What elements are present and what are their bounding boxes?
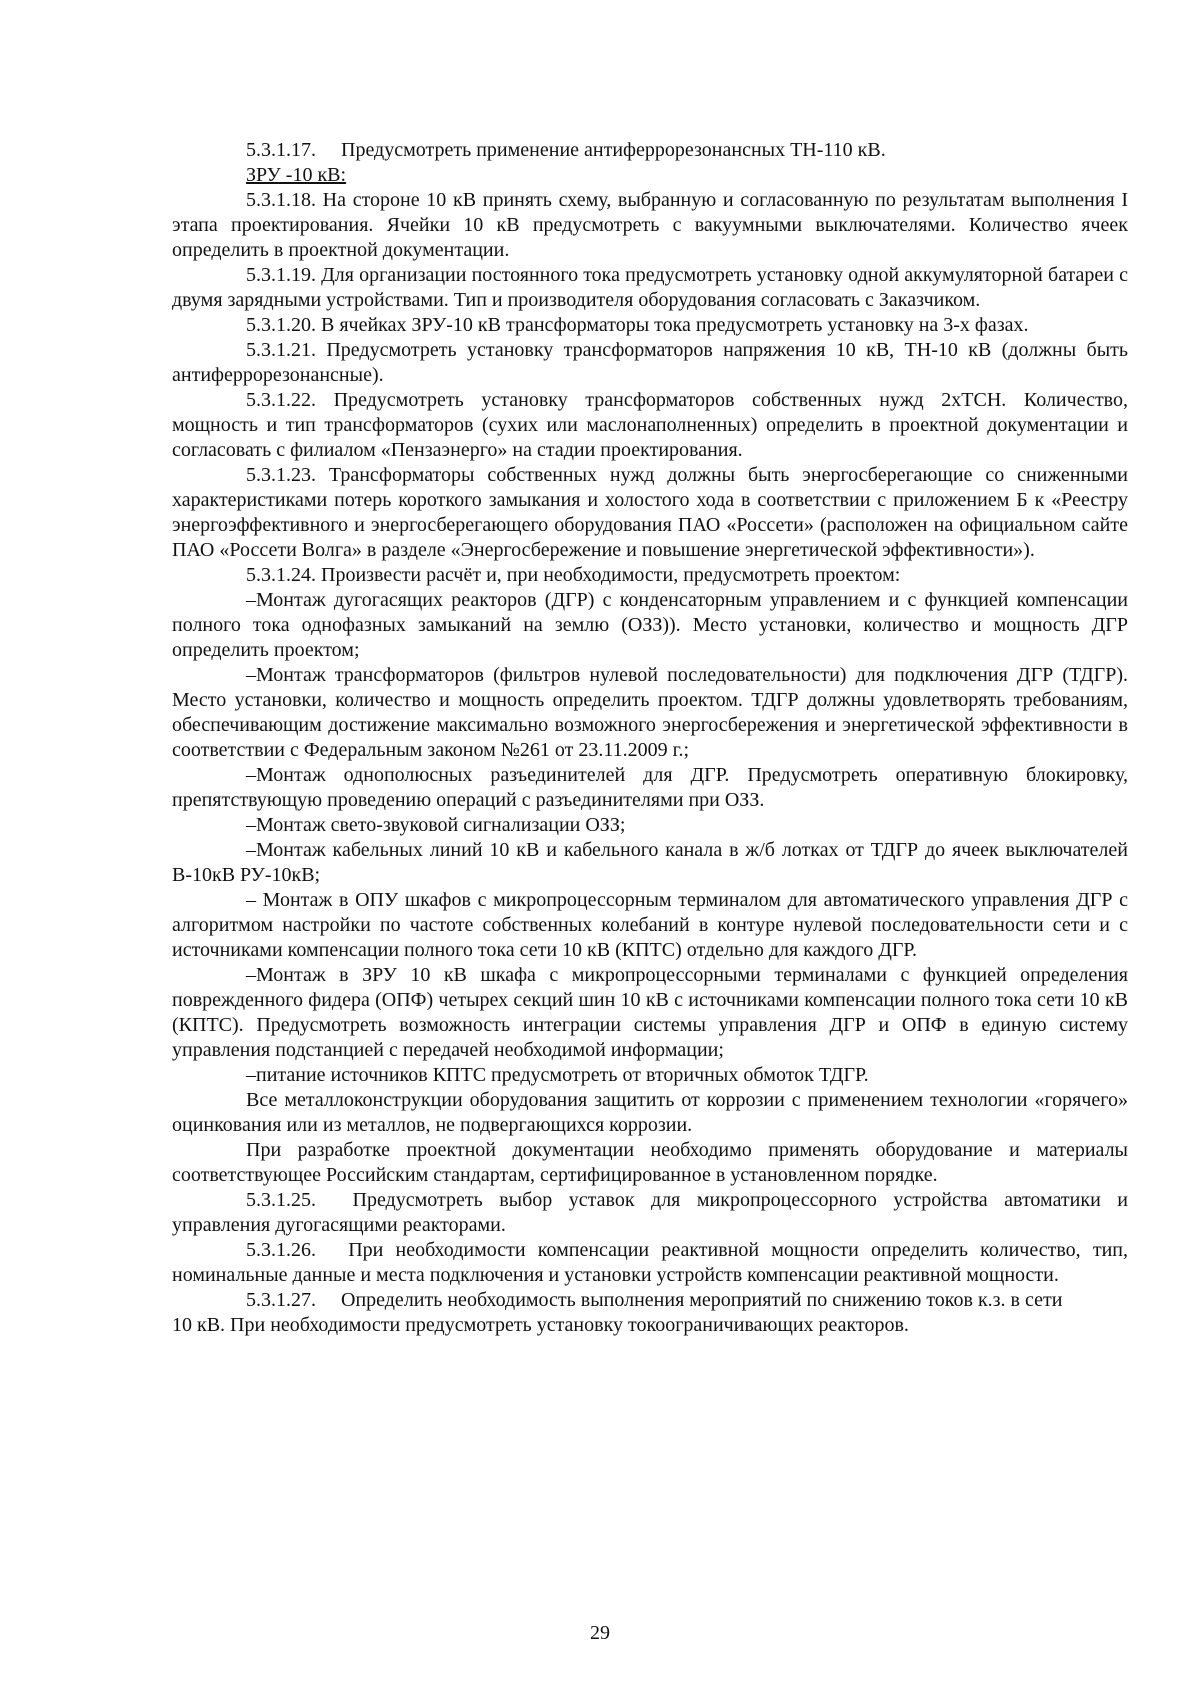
paragraph-5-3-1-18: 5.3.1.18. На стороне 10 кВ принять схему, выбранную и согласованную по результатам выполнения I этапа проектирования. Ячейки 10 кВ предусмотреть с вакуумными выключателями. Количество ячеек определить в проектной документации. bbox=[172, 189, 1128, 261]
paragraph-5-3-1-26: 5.3.1.26. При необходимости компенсации реактивной мощности определить количество, тип, номинальные данные и места подключения и установки устройств компенсации реактивной мощности. bbox=[172, 1239, 1128, 1286]
list-item-tdgr-install: –Монтаж трансформаторов (фильтров нулевой последовательности) для подключения ДГР (ТДГР). Место установки, количество и мощность определить проектом. ТДГР должны удовлетворять требованиям, обеспечивающим достижение максимально возможного энергосбережения и энергетической эффективности в соответствии с Федеральным законом №261 от 23.11.2009 г.; bbox=[172, 664, 1128, 761]
document-page bbox=[172, 138, 1128, 1338]
page-number: 29 bbox=[590, 1622, 610, 1644]
paragraph-5-3-1-22: 5.3.1.22. Предусмотреть установку трансформаторов собственных нужд 2хТСН. Количество, мощность и тип трансформаторов (сухих или маслонаполненных) определить в проектной документации и согласовать с филиалом «Пензаэнерго» на стадии проектирования. bbox=[172, 389, 1128, 461]
list-item-cable-lines: –Монтаж кабельных линий 10 кВ и кабельного канала в ж/б лотках от ТДГР до ячеек выключателей В-10кВ РУ-10кВ; bbox=[172, 839, 1128, 886]
paragraph-5-3-1-17: 5.3.1.17. Предусмотреть применение антиферрорезонансных ТН-110 кВ. bbox=[246, 139, 886, 161]
paragraph-5-3-1-23: 5.3.1.23. Трансформаторы собственных нужд должны быть энергосберегающие со сниженными характеристиками потерь короткого замыкания и холостого хода в соответствии с приложением Б к «Реестру энергоэффективного и энергосберегающего оборудования ПАО «Россети» (расположен на официальном сайте ПАО «Россети Волга» в разделе «Энергосбережение и повышение энергетической эффективности»). bbox=[172, 464, 1128, 561]
paragraph-standards: При разработке проектной документации необходимо применять оборудование и материалы соответствующее Российским стандартам, сертифицированное в установленном порядке. bbox=[172, 1139, 1128, 1186]
section-heading-zru-10kv: ЗРУ -10 кВ: bbox=[246, 164, 347, 186]
list-item-kpts-power: –питание источников КПТС предусмотреть от вторичных обмоток ТДГР. bbox=[246, 1064, 869, 1086]
paragraph-5-3-1-27-cont: 10 кВ. При необходимости предусмотреть установку токоограничивающих реакторов. bbox=[172, 1314, 909, 1336]
paragraph-5-3-1-19: 5.3.1.19. Для организации постоянного тока предусмотреть установку одной аккумуляторной батареи с двумя зарядными устройствами. Тип и производителя оборудования согласовать с Заказчиком. bbox=[172, 264, 1128, 311]
paragraph-5-3-1-20: 5.3.1.20. В ячейках ЗРУ-10 кВ трансформаторы тока предусмотреть установку на 3-х фазах. bbox=[246, 314, 1029, 336]
paragraph-corrosion: Все металлоконструкции оборудования защитить от коррозии с применением технологии «горячего» оцинкования или из металлов, не подвергающихся коррозии. bbox=[172, 1089, 1128, 1136]
list-item-signaling: –Монтаж свето-звуковой сигнализации ОЗЗ; bbox=[246, 814, 626, 836]
list-item-dgr-install: –Монтаж дугогасящих реакторов (ДГР) с конденсаторным управлением и с функцией компенсации полного тока однофазных замыканий на землю (ОЗЗ)). Место установки, количество и мощность ДГР определить проектом; bbox=[172, 589, 1128, 661]
list-item-zru-cabinet: –Монтаж в ЗРУ 10 кВ шкафа с микропроцессорными терминалами с функцией определения поврежденного фидера (ОПФ) четырех секций шин 10 кВ с источниками компенсации полного тока сети 10 кВ (КПТС). Предусмотреть возможность интеграции системы управления ДГР и ОПФ в единую систему управления подстанцией с передачей необходимой информации; bbox=[172, 964, 1128, 1061]
paragraph-5-3-1-21: 5.3.1.21. Предусмотреть установку трансформаторов напряжения 10 кВ, ТН-10 кВ (должны быть антиферрорезонансные). bbox=[172, 339, 1128, 386]
list-item-disconnectors: –Монтаж однополюсных разъединителей для ДГР. Предусмотреть оперативную блокировку, препятствующую проведению операций с разъединителями при ОЗЗ. bbox=[172, 764, 1128, 811]
paragraph-5-3-1-25: 5.3.1.25. Предусмотреть выбор уставок для микропроцессорного устройства автоматики и управления дугогасящими реакторами. bbox=[172, 1189, 1128, 1236]
paragraph-5-3-1-27: 5.3.1.27. Определить необходимость выполнения мероприятий по снижению токов к.з. в сети bbox=[246, 1289, 1063, 1311]
list-item-opu-cabinets: – Монтаж в ОПУ шкафов с микропроцессорным терминалом для автоматического управления ДГР с алгоритмом настройки по частоте собственных колебаний в контуре нулевой последовательности сети и с источниками компенсации полного тока сети 10 кВ (КПТС) отдельно для каждого ДГР. bbox=[172, 889, 1128, 961]
paragraph-5-3-1-24: 5.3.1.24. Произвести расчёт и, при необходимости, предусмотреть проектом: bbox=[246, 564, 901, 586]
